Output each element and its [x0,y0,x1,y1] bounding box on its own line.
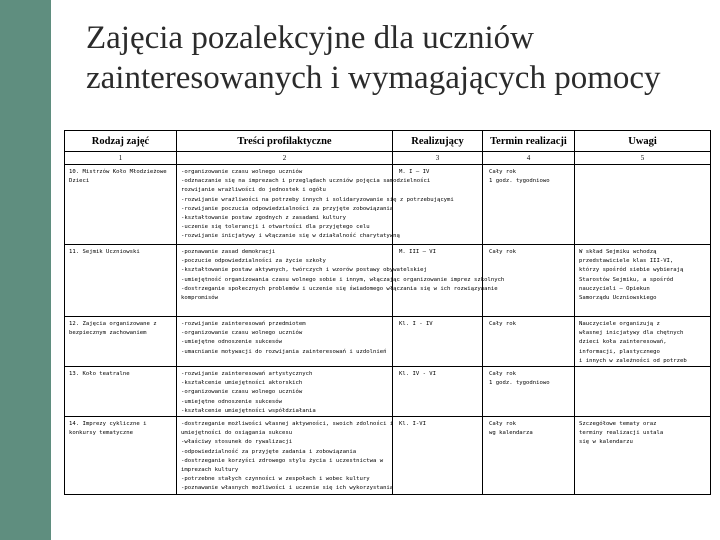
column-number: 1 [65,152,177,165]
activities-table [64,130,711,495]
content-line: -kształcenie umiejętności współdziałania [181,407,316,414]
table-row [65,367,711,417]
person-cell: Kl. I-VI [393,417,483,495]
header-term: Termin realizacji [483,131,575,152]
title-line-1: Zajęcia pozalekcyjne dla uczniów [86,20,535,56]
content-line: -odznaczanie się na imprezach i przeglądach uczniów pojęcia samodzielności [181,178,431,185]
table-row [65,165,711,245]
table-row [65,317,711,367]
notes-line: się w kalendarzu [579,439,633,446]
title-line-2: zainteresowanych i wymagających pomocy [86,60,661,96]
notes-line: terminy realizacji ustala [579,430,664,437]
notes-line: informacji, plastycznego [579,348,660,355]
content-line: -rozwijanie poczucia odpowiedzialności za przyjęte zobowiązania [181,205,394,212]
term-line: Cały rok [489,421,516,428]
notes-cell [575,417,711,495]
content-line: -rozwijanie zainteresowań artystycznych [181,371,313,378]
column-number: 4 [483,152,575,165]
page-title [86,18,706,98]
activity-type-cell: 11. Sejmik Uczniowski [65,245,177,317]
term-cell [483,317,575,367]
term-cell [483,417,575,495]
content-line: -kształtowanie postaw aktywnych, twórczych i wzorów postawy obywatelskiej [181,267,427,274]
term-cell [483,165,575,245]
content-line: -umiejętne odnoszenie sukcesów [181,398,283,405]
table-row [65,245,711,317]
notes-cell [575,317,711,367]
content-line: -właściwy stosunek do rywalizacji [181,439,293,446]
header-activity-type: Rodzaj zajęć [65,131,177,152]
side-accent-bar [0,0,51,540]
activities-table-wrapper [64,130,710,518]
notes-line: Szczegółowe tematy oraz [579,421,657,428]
activity-type-cell: 14. Imprezy cykliczne i konkursy tematyczne [65,417,177,495]
term-line: Cały rok [489,371,516,378]
notes-line: i innych w zależności od potrzeb [579,357,687,364]
notes-line: własnej inicjatywy dla chętnych [579,330,684,337]
term-line: Cały rok [489,321,516,327]
content-line: -dostrzeganie korzyści zdrowego stylu życia i uczestnictwa w [181,457,384,464]
notes-line: Nauczyciele organizują z [579,321,660,327]
content-line: -poczucie odpowiedzialności za życie szkoły [181,258,326,265]
content-line: -organizowanie czasu wolnego uczniów [181,330,303,337]
content-line: -dostrzeganie możliwości własnej aktywności, swoich zdolności i [181,421,394,428]
person-cell: Kl. I - IV [393,317,483,367]
content-line: -rozwijanie wrażliwości na potrzeby innych i solidaryzowanie się z potrzebującymi [181,196,454,203]
header-content: Treści profilaktyczne [177,131,393,152]
content-line: -odpowiedzialność za przyjęte zadania i zobowiązania [181,448,357,455]
term-line: Cały rok [489,249,516,255]
content-line: -poznawanie zasad demokracji [181,249,276,255]
notes-cell [575,367,711,417]
notes-line: dzieci koła zainteresowań, [579,339,667,346]
content-line: -kształtowanie postaw zgodnych z zasadami kultury [181,215,347,222]
column-number: 5 [575,152,711,165]
content-line: -umiejętne odnoszenie sukcesów [181,339,283,346]
term-line: wg kalendarza [489,430,533,437]
activity-type-cell: 10. Mistrzów Koło Młodzieżowe Dzieci [65,165,177,245]
content-line: -umiejętność organizowania czasu wolnego sobie i innym, włączając organizowanie imprez szkolnych [181,276,505,283]
term-line: Cały rok [489,169,516,175]
notes-line: przedstawiciele klas III-VI, [579,258,674,265]
header-person: Realizujący [393,131,483,152]
person-cell: M. I – IV [393,165,483,245]
notes-line: Samorządu Uczniowskiego [579,295,657,302]
content-cell [177,417,393,495]
content-line: -uczenie się tolerancji i otwartości dla przyjętego celu [181,224,370,231]
activity-type-cell: 12. Zajęcia organizowane z bezpiecznym zachowaniem [65,317,177,367]
notes-line: którzy spośród siebie wybierają [579,267,684,274]
content-line: -poznawanie własnych możliwości i uczenie się ich wykorzystania [181,485,394,492]
header-notes: Uwagi [575,131,711,152]
content-cell [177,367,393,417]
content-line: -umacnianie motywacji do rozwijania zainteresowań i uzdolnień [181,348,387,355]
term-line: 1 godz. tygodniowo [489,380,550,387]
notes-cell [575,165,711,245]
content-line: rozwijanie wrażliwości do jednostek i ogółu [181,187,326,194]
table-header-row [65,131,711,152]
content-line: -organizowanie czasu wolnego uczniów [181,169,303,175]
column-number: 3 [393,152,483,165]
column-number: 2 [177,152,393,165]
content-line: -potrzebne stałych czynności w zespołach i wobec kultury [181,476,370,483]
notes-line: W skład Sejmiku wchodzą [579,249,657,255]
content-line: umiejętności do osiągania sukcesu [181,430,293,437]
content-line: imprezach kultury [181,467,239,474]
content-line: -rozwijanie inicjatywy i włączanie się w działalność charytatywną [181,233,400,240]
person-cell: Kl. IV - VI [393,367,483,417]
notes-line: nauczycieli – Opiekun [579,285,650,292]
term-line: 1 godz. tygodniowo [489,178,550,185]
content-line: -organizowanie czasu wolnego uczniów [181,389,303,396]
column-number-row [65,152,711,165]
content-line: -dostrzeganie społecznych problemów i uczenie się świadomego włączania się w ich rozwiązywanie [181,285,498,292]
activity-type-cell: 13. Koło teatralne [65,367,177,417]
content-line: -rozwijanie zainteresowań przedmiotem [181,321,306,327]
content-cell [177,317,393,367]
notes-line: Starostów Sejmiku, a spośród [579,276,674,283]
content-line: -kształcenie umiejętności aktorskich [181,380,303,387]
notes-cell [575,245,711,317]
term-cell [483,367,575,417]
content-line: kompromisów [181,295,219,302]
person-cell: M. III – VI [393,245,483,317]
table-row [65,417,711,495]
